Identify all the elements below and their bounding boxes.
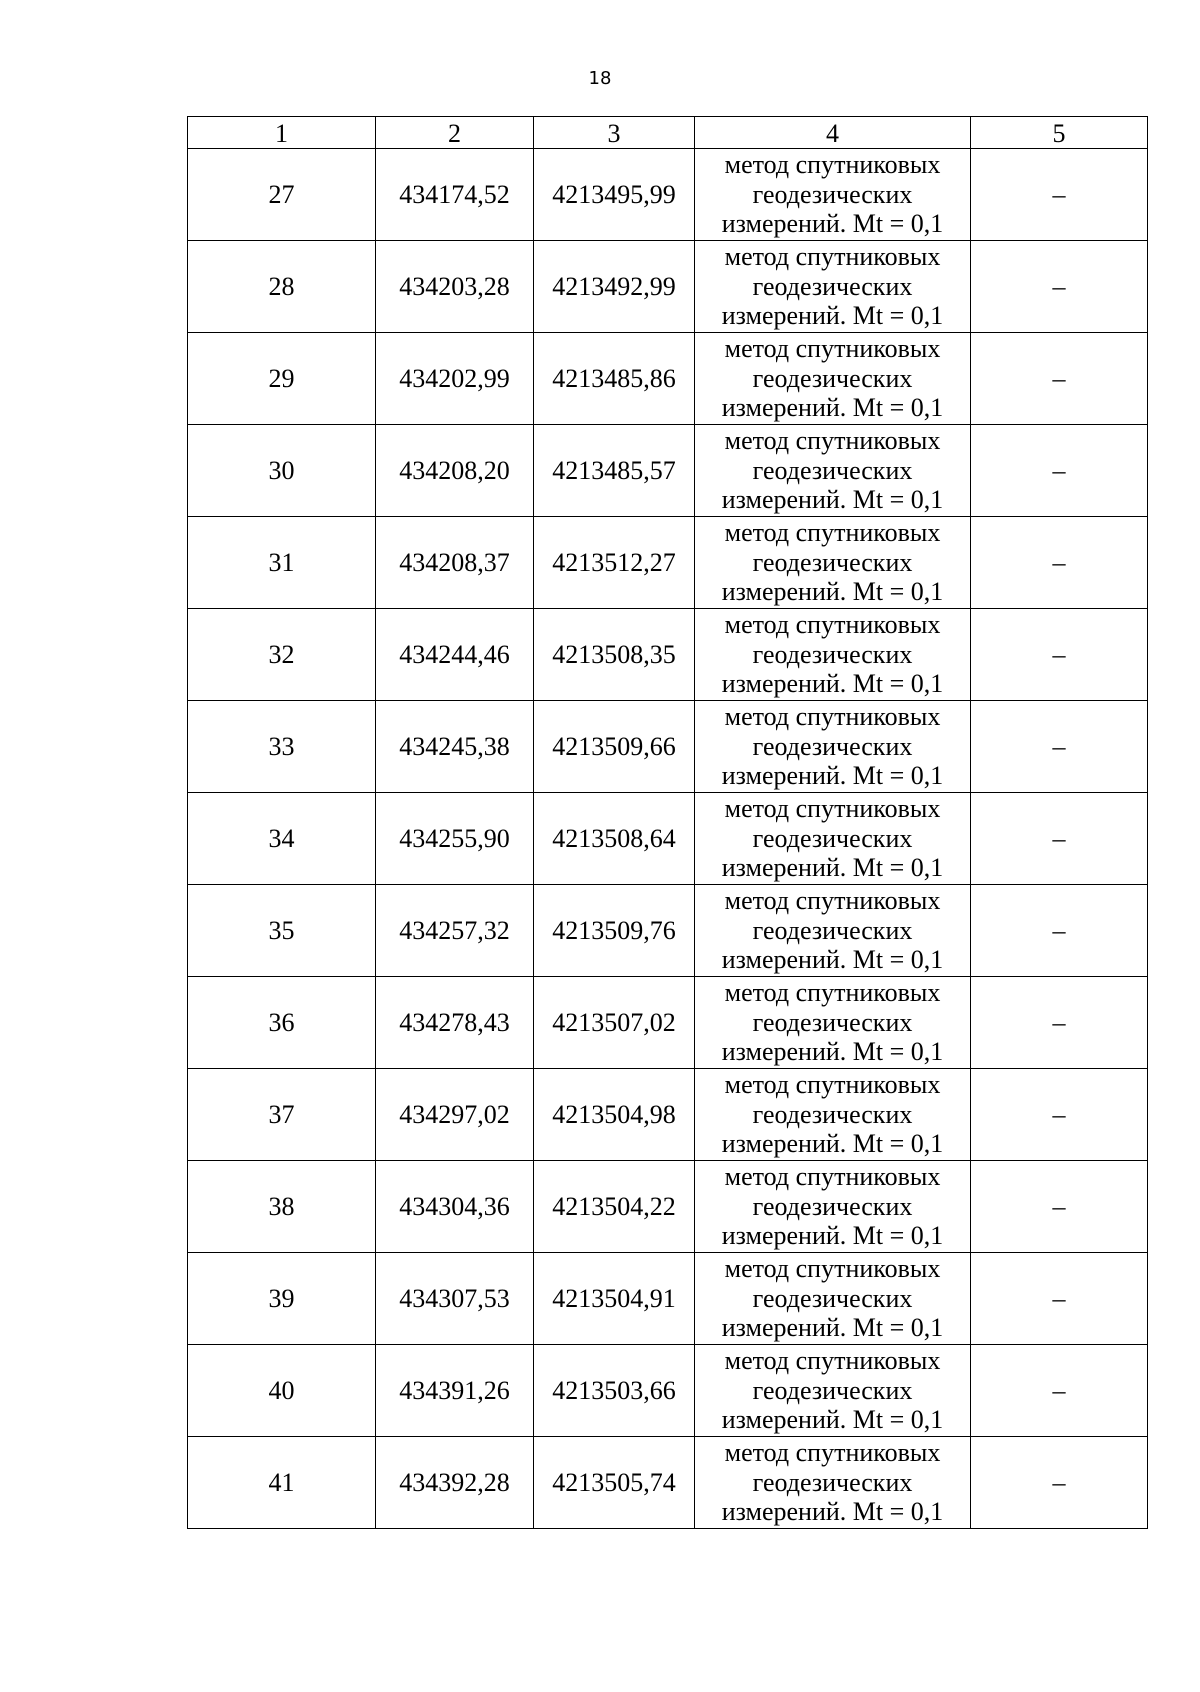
point-number-cell: 31 xyxy=(188,517,376,609)
method-line: измерений. Mt = 0,1 xyxy=(721,853,944,883)
method-line: геодезических xyxy=(752,1191,913,1221)
method-line: измерений. Mt = 0,1 xyxy=(721,485,944,515)
method-line: геодезических xyxy=(752,1283,913,1313)
method-cell xyxy=(695,609,971,701)
x-coordinate-cell: 434208,20 xyxy=(376,425,534,517)
header-col-3: 3 xyxy=(534,117,695,149)
method-line: метод спутниковых xyxy=(724,1162,941,1192)
x-coordinate-cell: 434297,02 xyxy=(376,1069,534,1161)
method-line: метод спутниковых xyxy=(724,334,941,364)
method-line: геодезических xyxy=(752,179,913,209)
method-line: метод спутниковых xyxy=(724,1254,941,1284)
method-line: метод спутниковых xyxy=(724,518,941,548)
note-cell: – xyxy=(971,333,1148,425)
method-line: геодезических xyxy=(752,1375,913,1405)
method-line: измерений. Mt = 0,1 xyxy=(721,1497,944,1527)
header-row xyxy=(188,117,1148,149)
point-number-cell: 34 xyxy=(188,793,376,885)
header-col-5: 5 xyxy=(971,117,1148,149)
x-coordinate-cell: 434255,90 xyxy=(376,793,534,885)
table-row xyxy=(188,1437,1148,1529)
y-coordinate-cell: 4213504,91 xyxy=(534,1253,695,1345)
table-row xyxy=(188,701,1148,793)
x-coordinate-cell: 434257,32 xyxy=(376,885,534,977)
x-coordinate-cell: 434208,37 xyxy=(376,517,534,609)
method-line: измерений. Mt = 0,1 xyxy=(721,577,944,607)
method-line: метод спутниковых xyxy=(724,794,941,824)
point-number-cell: 28 xyxy=(188,241,376,333)
table-row xyxy=(188,609,1148,701)
method-line: измерений. Mt = 0,1 xyxy=(721,209,944,239)
x-coordinate-cell: 434203,28 xyxy=(376,241,534,333)
header-col-1: 1 xyxy=(188,117,376,149)
point-number-cell: 29 xyxy=(188,333,376,425)
method-cell xyxy=(695,517,971,609)
method-cell xyxy=(695,701,971,793)
x-coordinate-cell: 434174,52 xyxy=(376,149,534,241)
y-coordinate-cell: 4213508,64 xyxy=(534,793,695,885)
point-number-cell: 39 xyxy=(188,1253,376,1345)
method-line: геодезических xyxy=(752,1099,913,1129)
x-coordinate-cell: 434202,99 xyxy=(376,333,534,425)
x-coordinate-cell: 434304,36 xyxy=(376,1161,534,1253)
y-coordinate-cell: 4213509,66 xyxy=(534,701,695,793)
note-cell: – xyxy=(971,1253,1148,1345)
note-cell: – xyxy=(971,977,1148,1069)
x-coordinate-cell: 434278,43 xyxy=(376,977,534,1069)
note-cell: – xyxy=(971,1345,1148,1437)
method-line: метод спутниковых xyxy=(724,610,941,640)
method-cell xyxy=(695,241,971,333)
method-line: геодезических xyxy=(752,915,913,945)
point-number-cell: 33 xyxy=(188,701,376,793)
table-row xyxy=(188,425,1148,517)
method-cell xyxy=(695,885,971,977)
y-coordinate-cell: 4213507,02 xyxy=(534,977,695,1069)
method-line: измерений. Mt = 0,1 xyxy=(721,1129,944,1159)
point-number-cell: 35 xyxy=(188,885,376,977)
y-coordinate-cell: 4213504,22 xyxy=(534,1161,695,1253)
note-cell: – xyxy=(971,517,1148,609)
method-line: измерений. Mt = 0,1 xyxy=(721,1313,944,1343)
note-cell: – xyxy=(971,1437,1148,1529)
x-coordinate-cell: 434392,28 xyxy=(376,1437,534,1529)
method-line: измерений. Mt = 0,1 xyxy=(721,393,944,423)
page-number: 18 xyxy=(588,68,612,89)
y-coordinate-cell: 4213512,27 xyxy=(534,517,695,609)
method-line: геодезических xyxy=(752,363,913,393)
table-row xyxy=(188,241,1148,333)
x-coordinate-cell: 434245,38 xyxy=(376,701,534,793)
method-line: геодезических xyxy=(752,547,913,577)
note-cell: – xyxy=(971,1161,1148,1253)
coordinates-table xyxy=(187,116,1148,1529)
method-line: геодезических xyxy=(752,271,913,301)
method-cell xyxy=(695,425,971,517)
y-coordinate-cell: 4213508,35 xyxy=(534,609,695,701)
y-coordinate-cell: 4213495,99 xyxy=(534,149,695,241)
table-row xyxy=(188,885,1148,977)
method-line: измерений. Mt = 0,1 xyxy=(721,1405,944,1435)
table-row xyxy=(188,1069,1148,1161)
y-coordinate-cell: 4213509,76 xyxy=(534,885,695,977)
method-line: измерений. Mt = 0,1 xyxy=(721,945,944,975)
method-line: метод спутниковых xyxy=(724,150,941,180)
method-line: измерений. Mt = 0,1 xyxy=(721,1221,944,1251)
method-line: геодезических xyxy=(752,731,913,761)
note-cell: – xyxy=(971,793,1148,885)
table-row xyxy=(188,333,1148,425)
table-header xyxy=(188,117,1148,149)
method-line: измерений. Mt = 0,1 xyxy=(721,301,944,331)
table-row xyxy=(188,793,1148,885)
method-cell xyxy=(695,1161,971,1253)
header-col-2: 2 xyxy=(376,117,534,149)
method-line: метод спутниковых xyxy=(724,1070,941,1100)
note-cell: – xyxy=(971,885,1148,977)
x-coordinate-cell: 434307,53 xyxy=(376,1253,534,1345)
method-line: измерений. Mt = 0,1 xyxy=(721,1037,944,1067)
point-number-cell: 41 xyxy=(188,1437,376,1529)
point-number-cell: 27 xyxy=(188,149,376,241)
method-line: геодезических xyxy=(752,455,913,485)
y-coordinate-cell: 4213504,98 xyxy=(534,1069,695,1161)
method-line: геодезических xyxy=(752,1467,913,1497)
method-line: метод спутниковых xyxy=(724,1438,941,1468)
method-cell xyxy=(695,149,971,241)
method-line: метод спутниковых xyxy=(724,1346,941,1376)
method-line: метод спутниковых xyxy=(724,978,941,1008)
point-number-cell: 40 xyxy=(188,1345,376,1437)
method-cell xyxy=(695,1437,971,1529)
method-line: метод спутниковых xyxy=(724,702,941,732)
point-number-cell: 37 xyxy=(188,1069,376,1161)
table-row xyxy=(188,1253,1148,1345)
y-coordinate-cell: 4213485,57 xyxy=(534,425,695,517)
y-coordinate-cell: 4213503,66 xyxy=(534,1345,695,1437)
method-line: геодезических xyxy=(752,1007,913,1037)
method-cell xyxy=(695,977,971,1069)
header-col-4: 4 xyxy=(695,117,971,149)
method-line: метод спутниковых xyxy=(724,886,941,916)
method-line: метод спутниковых xyxy=(724,426,941,456)
y-coordinate-cell: 4213485,86 xyxy=(534,333,695,425)
table-row xyxy=(188,149,1148,241)
method-line: метод спутниковых xyxy=(724,242,941,272)
method-cell xyxy=(695,333,971,425)
method-cell xyxy=(695,1069,971,1161)
table-body xyxy=(188,149,1148,1529)
point-number-cell: 32 xyxy=(188,609,376,701)
point-number-cell: 38 xyxy=(188,1161,376,1253)
point-number-cell: 36 xyxy=(188,977,376,1069)
method-line: геодезических xyxy=(752,823,913,853)
note-cell: – xyxy=(971,609,1148,701)
table-row xyxy=(188,1161,1148,1253)
y-coordinate-cell: 4213492,99 xyxy=(534,241,695,333)
method-line: измерений. Mt = 0,1 xyxy=(721,669,944,699)
note-cell: – xyxy=(971,241,1148,333)
x-coordinate-cell: 434391,26 xyxy=(376,1345,534,1437)
table-row xyxy=(188,1345,1148,1437)
method-cell xyxy=(695,793,971,885)
x-coordinate-cell: 434244,46 xyxy=(376,609,534,701)
note-cell: – xyxy=(971,701,1148,793)
note-cell: – xyxy=(971,149,1148,241)
table-row xyxy=(188,977,1148,1069)
point-number-cell: 30 xyxy=(188,425,376,517)
y-coordinate-cell: 4213505,74 xyxy=(534,1437,695,1529)
method-cell xyxy=(695,1253,971,1345)
method-line: измерений. Mt = 0,1 xyxy=(721,761,944,791)
method-line: геодезических xyxy=(752,639,913,669)
method-cell xyxy=(695,1345,971,1437)
note-cell: – xyxy=(971,425,1148,517)
table-row xyxy=(188,517,1148,609)
note-cell: – xyxy=(971,1069,1148,1161)
